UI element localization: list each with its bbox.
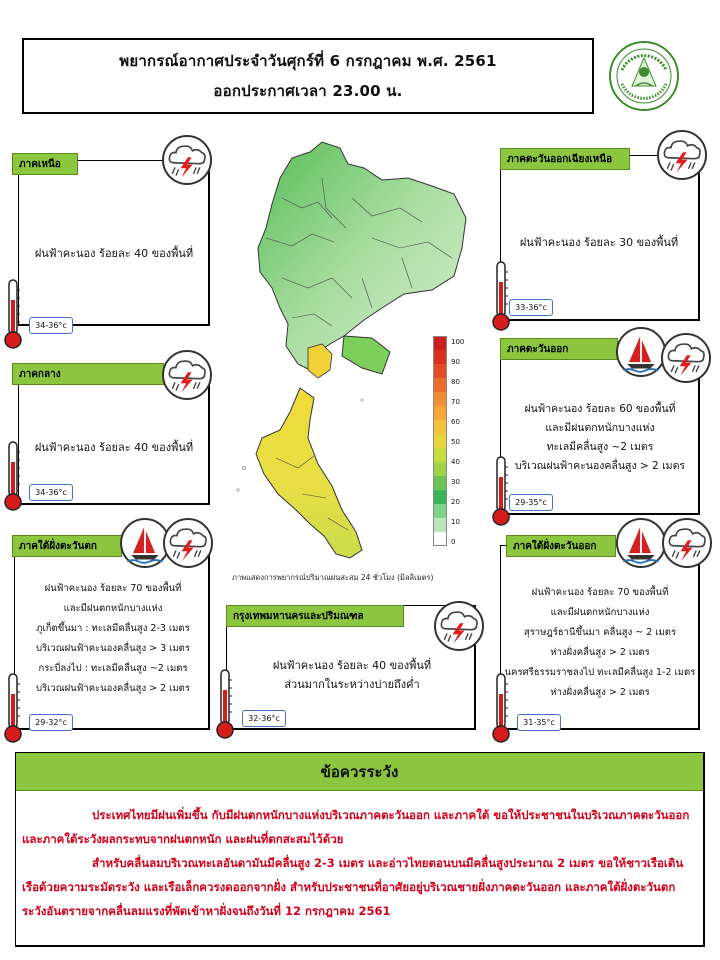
legend-label: 0 [451,538,456,546]
thermometer-icon [2,672,24,744]
northeast-title: ภาคตะวันออกเฉียงเหนือ [500,148,630,170]
legend-swatch [433,504,447,518]
tmd-seal-logo [608,40,680,112]
south-west-line-1: ฝนฟ้าคะนอง ร้อยละ 70 ของพื้นที่ [44,583,182,594]
map-south [256,388,362,558]
thermometer-icon [490,672,512,744]
northeast-temp: 33-36°c [509,299,553,316]
central-line-1: ฝนฟ้าคะนอง ร้อยละ 40 ของพื้นที่ [34,440,194,454]
legend-label: 70 [451,398,460,406]
south-east-line-1: ฝนฟ้าคะนอง ร้อยละ 70 ของพื้นที่ [531,587,669,598]
north-temp: 34-36°c [29,317,73,334]
legend-swatch [433,434,447,448]
bangkok-line-2: ส่วนมากในระหว่างบ่ายถึงค่ำ [284,678,420,691]
legend-swatch [433,420,447,434]
legend-label: 10 [451,518,460,526]
thermometer-icon [490,455,512,527]
north-forecast [22,188,206,318]
south-east-line-3: สุราษฎร์ธานีขึ้นมา คลื่นสูง ~ 2 เมตร [523,627,677,638]
thunderstorm-icon [162,135,212,185]
legend-swatch [433,378,447,392]
thermometer-icon [490,260,512,332]
legend-swatch [433,336,447,350]
legend-swatch [433,476,447,490]
south-west-line-2: และมีฝนตกหนักบางแห่ง [63,603,163,614]
legend-label: 90 [451,358,460,366]
east-line-1: ฝนฟ้าคะนอง ร้อยละ 60 ของพื้นที่ [524,403,676,415]
legend-swatch [433,532,447,546]
thunderstorm-icon [657,130,707,180]
legend-label: 50 [451,438,460,446]
thunderstorm-icon [163,518,213,568]
northeast-forecast [504,180,694,305]
south-east-temp: 31-35°c [517,714,561,731]
bangkok-title: กรุงเทพมหานครและปริมณฑล [226,605,404,627]
thunderstorm-icon [434,601,484,651]
east-title: ภาคตะวันออก [500,338,618,360]
rainfall-legend [433,336,465,546]
central-temp: 34-36°c [29,484,73,501]
thermometer-icon [214,668,236,740]
south-east-title: ภาคใต้ฝั่งตะวันออก [506,535,616,557]
south-west-forecast [18,574,208,704]
forecast-header [22,38,594,114]
bangkok-temp: 32-36°c [242,710,286,727]
sailboat-icon [616,327,666,377]
central-title: ภาคกลาง [12,363,164,385]
south-east-line-5: นครศรีธรรมราชลงไป ทะเลมีคลื่นสูง 1-2 เมตร [504,667,696,678]
east-line-2: และมีฝนตกหนักบางแห่ง [545,422,655,434]
legend-swatch [433,406,447,420]
legend-label: 40 [451,458,460,466]
map-east [342,336,390,374]
map-caption: ภาพแสดงการพยากรณ์ปริมาณฝนสะสม 24 ชั่วโมง (มิลลิเมตร) [232,573,434,582]
east-temp: 29-35°c [509,494,553,511]
south-east-forecast [504,578,696,708]
south-west-line-6: บริเวณฝนฟ้าคะนองคลื่นสูง > 2 เมตร [36,683,190,694]
south-west-line-3: ภูเก็ตขึ้นมา : ทะเลมีคลื่นสูง 2-3 เมตร [36,623,190,634]
east-forecast [504,388,696,488]
warning-paragraph-1: ประเทศไทยมีฝนเพิ่มขึ้น กับมีฝนตกหนักบางแห่งบริเวณภาคตะวันออก และภาคใต้ ขอให้ประชาชนในบริเวณภาคตะวันออก และภาคใต้ระวังผลกระทบจากฝนตกหนัก และฝนที่ตกสะสมไว้ด้วย [22,808,690,846]
south-west-line-4: บริเวณฝนฟ้าคะนองคลื่นสูง > 3 เมตร [36,643,190,654]
legend-swatch [433,490,447,504]
legend-label: 20 [451,498,460,506]
thermometer-icon [2,440,24,512]
thunderstorm-icon [162,350,212,400]
thunderstorm-icon [662,518,712,568]
thermometer-icon [2,278,24,350]
thunderstorm-icon [661,333,711,383]
bangkok-line-1: ฝนฟ้าคะนอง ร้อยละ 40 ของพื้นที่ [272,659,432,672]
south-west-temp: 29-32°c [29,714,73,731]
south-east-line-4: ห่างฝั่งคลื่นสูง > 2 เมตร [550,647,650,658]
legend-label: 100 [451,338,465,346]
legend-swatch [433,448,447,462]
south-west-title: ภาคใต้ฝั่งตะวันตก [12,535,122,557]
north-line-1: ฝนฟ้าคะนอง ร้อยละ 40 ของพื้นที่ [34,246,194,260]
forecast-title: พยากรณ์อากาศประจำวันศุกร์ที่ 6 กรกฎาคม พ.ศ. 2561 [119,52,497,70]
south-east-line-6: ห่างฝั่งคลื่นสูง > 2 เมตร [550,687,650,698]
warning-title: ข้อควรระวัง [16,753,703,791]
warning-box [15,752,705,947]
issue-time: ออกประกาศเวลา 23.00 น. [213,82,403,100]
legend-label: 80 [451,378,460,386]
northeast-line-1: ฝนฟ้าคะนอง ร้อยละ 30 ของพื้นที่ [519,236,679,249]
legend-swatch [433,462,447,476]
legend-swatch [433,392,447,406]
warning-text [22,803,697,923]
legend-swatch [433,518,447,532]
legend-label: 60 [451,418,460,426]
east-line-4: บริเวณฝนฟ้าคะนองคลื่นสูง > 2 เมตร [514,460,686,472]
east-line-3: ทะเลมีคลื่นสูง ~2 เมตร [546,441,654,453]
legend-label: 30 [451,478,460,486]
north-title: ภาคเหนือ [12,153,78,175]
sailboat-icon [616,518,666,568]
legend-swatch [433,350,447,364]
map-central-lowland [308,344,332,378]
bangkok-forecast [230,640,474,710]
south-east-line-2: และมีฝนตกหนักบางแห่ง [550,607,650,618]
legend-swatch [433,364,447,378]
south-west-line-5: กระบี่ลงไป : ทะเลมีคลื่นสูง ~2 เมตร [38,663,188,674]
warning-paragraph-2: สำหรับคลื่นลมบริเวณทะเลอันดามันมีคลื่นสูง 2-3 เมตร และอ่าวไทยตอนบนมีคลื่นสูงประมาณ 2 เมตร ขอให้ชาวเรือเดินเรือด้วยความระมัดระวัง และเรือเล็กควรงดออกจากฝั่ง สำหรับประชาชนที่อาศัยอยู่บริเวณชายฝั่งภาคตะวันออก และภาคใต้ฝั่งตะวันตก ระวังอันตรายจากคลื่นลมแรงที่พัดเข้าหาฝั่งจนถึงวันที่ 12 กรกฎาคม 2561 [22,856,684,918]
